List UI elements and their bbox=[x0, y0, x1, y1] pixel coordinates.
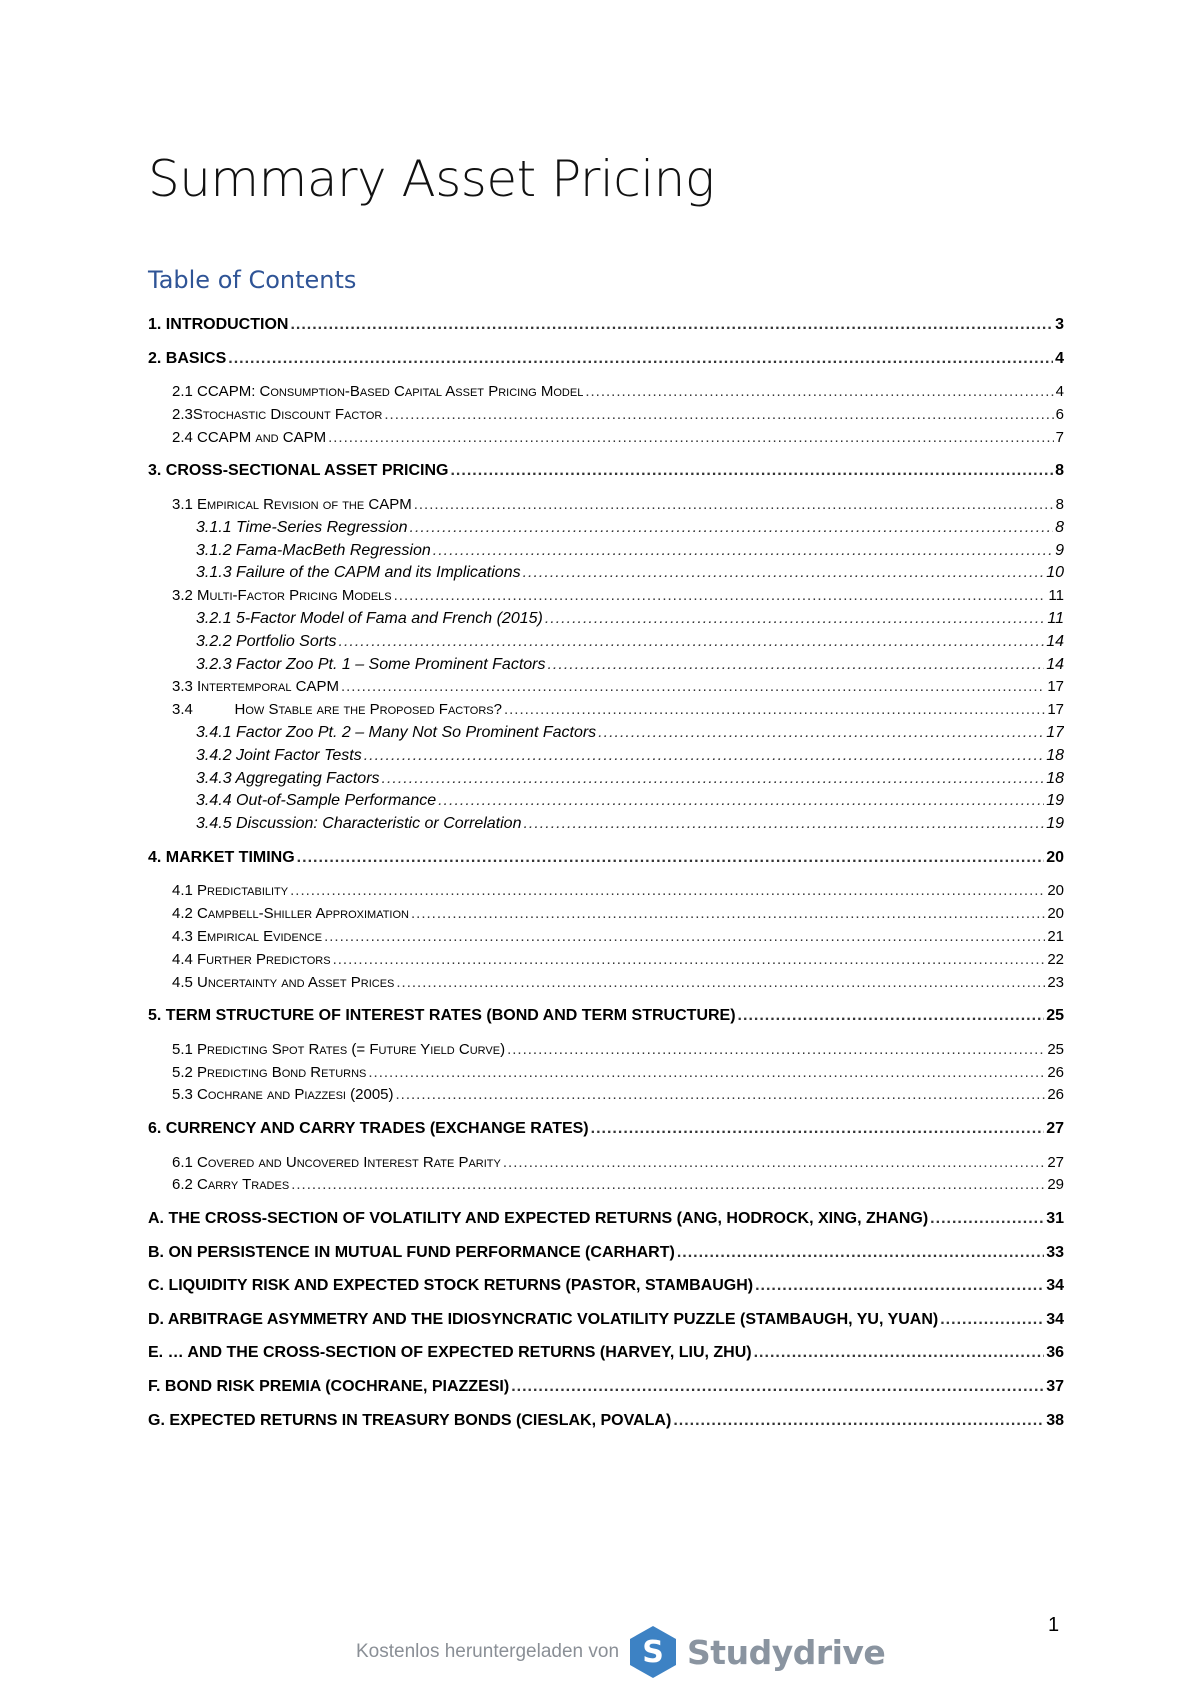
toc-entry-page: 3 bbox=[1055, 316, 1064, 333]
toc-entry-page: 19 bbox=[1046, 815, 1064, 833]
toc-entry[interactable] bbox=[148, 540, 1064, 562]
toc-dot-leader bbox=[940, 1309, 1044, 1331]
document-title: Summary Asset Pricing bbox=[148, 150, 715, 208]
toc-entry-page: 17 bbox=[1047, 678, 1064, 696]
toc-entry[interactable] bbox=[148, 1174, 1064, 1196]
toc-dot-leader bbox=[396, 1084, 1046, 1106]
toc-dot-leader bbox=[511, 1376, 1044, 1398]
toc-entry-label: 3.1.2 Fama-MacBeth Regression bbox=[196, 541, 431, 559]
toc-entry-page: 27 bbox=[1046, 1120, 1064, 1137]
toc-entry-label: 5. TERM STRUCTURE OF INTEREST RATES (BOND AND TERM STRUCTURE) bbox=[148, 1007, 736, 1025]
toc-dot-leader bbox=[754, 1342, 1045, 1364]
toc-entry-page: 20 bbox=[1046, 848, 1064, 866]
toc-entry-page: 14 bbox=[1046, 632, 1064, 650]
toc-entry-page: 34 bbox=[1046, 1277, 1064, 1295]
toc-entry-label: 4.2 Campbell-Shiller Approximation bbox=[172, 905, 409, 923]
toc-dot-leader bbox=[503, 1152, 1045, 1174]
toc-dot-leader bbox=[585, 381, 1053, 403]
toc-entry[interactable] bbox=[148, 562, 1064, 584]
toc-entry-page: 9 bbox=[1055, 541, 1064, 559]
toc-entry-page: 19 bbox=[1046, 792, 1064, 810]
toc-entry-page: 25 bbox=[1047, 1040, 1064, 1058]
toc-entry-page: 8 bbox=[1055, 462, 1064, 480]
toc-dot-leader bbox=[523, 562, 1045, 584]
toc-entry-page: 31 bbox=[1046, 1210, 1064, 1227]
toc-entry[interactable] bbox=[148, 1275, 1064, 1297]
toc-entry[interactable] bbox=[148, 699, 1064, 721]
toc-dot-leader bbox=[228, 348, 1053, 370]
toc-dot-leader bbox=[450, 460, 1053, 482]
toc-entry-label: 3.1.3 Failure of the CAPM and its Implications bbox=[196, 564, 521, 582]
toc-entry[interactable] bbox=[148, 926, 1064, 948]
toc-entry-page: 21 bbox=[1047, 928, 1064, 945]
logo-letter: S bbox=[642, 1635, 664, 1670]
toc-entry[interactable] bbox=[148, 1005, 1064, 1027]
toc-dot-leader bbox=[328, 427, 1054, 449]
toc-entry-label: 3. CROSS-SECTIONAL ASSET PRICING bbox=[148, 462, 449, 480]
toc-entry-page: 25 bbox=[1046, 1007, 1064, 1025]
toc-entry-label: 6.2 Carry Trades bbox=[172, 1176, 290, 1194]
toc-entry-label: 3.4.1 Factor Zoo Pt. 2 – Many Not So Prominent Factors bbox=[196, 724, 597, 741]
toc-dot-leader bbox=[598, 722, 1044, 744]
toc-entry-page: 8 bbox=[1055, 496, 1064, 513]
toc-entry-label: G. EXPECTED RETURNS IN TREASURY BONDS (CIESLAK, POVALA) bbox=[148, 1411, 672, 1429]
page-number: 1 bbox=[1048, 1614, 1060, 1636]
toc-dot-leader bbox=[507, 1039, 1045, 1061]
toc-entry-label: 4.4 Further Predictors bbox=[172, 950, 331, 968]
toc-entry-label: E. … AND THE CROSS-SECTION OF EXPECTED RETURNS (HARVEY, LIU, ZHU) bbox=[148, 1344, 752, 1362]
toc-dot-leader bbox=[333, 949, 1046, 971]
toc-entry-page: 20 bbox=[1047, 882, 1064, 900]
toc-entry-page: 20 bbox=[1047, 905, 1064, 923]
toc-entry-label: 3.2.2 Portfolio Sorts bbox=[196, 632, 337, 650]
toc-dot-leader bbox=[396, 972, 1045, 994]
toc-entry[interactable] bbox=[148, 1376, 1064, 1398]
toc-dot-leader bbox=[673, 1410, 1044, 1432]
toc-entry[interactable] bbox=[148, 1342, 1064, 1364]
studydrive-logo-icon bbox=[627, 1624, 679, 1680]
toc-entry[interactable] bbox=[148, 654, 1064, 676]
toc-entry-label: 2.1 CCAPM: Consumption-Based Capital Asset Pricing Model bbox=[172, 383, 584, 401]
toc-entry-page: 37 bbox=[1046, 1378, 1064, 1395]
toc-entry-label: 5.2 Predicting Bond Returns bbox=[172, 1063, 367, 1081]
toc-entry-page: 8 bbox=[1055, 518, 1064, 536]
toc-entry[interactable] bbox=[148, 768, 1064, 790]
toc-entry-label: 5.1 Predicting Spot Rates (= Future Yield Curve) bbox=[172, 1040, 506, 1058]
studydrive-wordmark: Studydrive bbox=[687, 1632, 886, 1672]
toc-entry-page: 11 bbox=[1048, 587, 1064, 605]
toc-entry[interactable] bbox=[148, 972, 1064, 994]
toc-entry-label: 2. BASICS bbox=[148, 349, 227, 367]
toc-entry[interactable] bbox=[148, 1118, 1064, 1140]
toc-dot-leader bbox=[364, 745, 1044, 767]
toc-entry-label: 3.4.4 Out-of-Sample Performance bbox=[196, 792, 437, 810]
toc-entry[interactable] bbox=[148, 631, 1064, 653]
toc-entry-page: 7 bbox=[1055, 428, 1064, 446]
toc-entry-page: 29 bbox=[1047, 1176, 1064, 1194]
toc-entry-page: 17 bbox=[1046, 724, 1064, 741]
toc-entry-label: F. BOND RISK PREMIA (COCHRANE, PIAZZESI) bbox=[148, 1378, 510, 1395]
toc-entry-page: 26 bbox=[1047, 1063, 1064, 1081]
toc-entry-page: 26 bbox=[1047, 1086, 1064, 1104]
toc-dot-leader bbox=[523, 813, 1044, 835]
toc-entry[interactable] bbox=[148, 790, 1064, 812]
toc-entry[interactable] bbox=[148, 404, 1064, 426]
toc-entry-label: 3.3 Intertemporal CAPM bbox=[172, 678, 339, 696]
toc-entry-label: 4. MARKET TIMING bbox=[148, 848, 295, 866]
toc-entry[interactable] bbox=[148, 1309, 1064, 1331]
toc-entry[interactable] bbox=[148, 1084, 1064, 1106]
toc-entry[interactable] bbox=[148, 1410, 1064, 1432]
toc-entry-label: 1. INTRODUCTION bbox=[148, 316, 289, 333]
toc-entry-page: 27 bbox=[1047, 1153, 1064, 1171]
toc-entry[interactable] bbox=[148, 847, 1064, 869]
toc-entry-page: 11 bbox=[1047, 610, 1064, 627]
toc-entry-label: 5.3 Cochrane and Piazzesi (2005) bbox=[172, 1086, 394, 1104]
toc-entry-label: 2.4 CCAPM and CAPM bbox=[172, 428, 327, 446]
toc-entry-label: 3.2.1 5-Factor Model of Fama and French (2015) bbox=[196, 610, 543, 627]
toc-entry-label: B. ON PERSISTENCE IN MUTUAL FUND PERFORMANCE (CARHART) bbox=[148, 1243, 675, 1261]
toc-entry[interactable] bbox=[148, 585, 1064, 607]
toc-dot-leader bbox=[410, 517, 1054, 539]
toc-entry-label: C. LIQUIDITY RISK AND EXPECTED STOCK RETURNS (PASTOR, STAMBAUGH) bbox=[148, 1277, 754, 1295]
toc-entry-label: 3.4.5 Discussion: Characteristic or Correlation bbox=[196, 815, 522, 833]
toc-entry[interactable] bbox=[148, 676, 1064, 698]
toc-entry[interactable] bbox=[148, 1242, 1064, 1264]
toc-dot-leader bbox=[368, 1062, 1045, 1084]
toc-entry-label: 3.4.3 Aggregating Factors bbox=[196, 769, 380, 787]
toc-entry[interactable] bbox=[148, 381, 1064, 403]
toc-entry-label: 3.4 How Stable are the Proposed Factors? bbox=[172, 701, 502, 719]
toc-entry-label: 2.3Stochastic Discount Factor bbox=[172, 406, 383, 423]
toc-entry-label: 6. CURRENCY AND CARRY TRADES (EXCHANGE RATES) bbox=[148, 1120, 589, 1137]
toc-entry[interactable] bbox=[148, 427, 1064, 449]
toc-entry-page: 18 bbox=[1046, 769, 1064, 787]
toc-dot-leader bbox=[545, 608, 1046, 630]
toc-entry-label: 3.1 Empirical Revision of the CAPM bbox=[172, 496, 412, 513]
toc-heading: Table of Contents bbox=[148, 266, 357, 294]
toc-dot-leader bbox=[414, 494, 1054, 516]
toc-entry[interactable] bbox=[148, 494, 1064, 516]
toc-entry-page: 17 bbox=[1047, 701, 1064, 719]
toc-dot-leader bbox=[504, 699, 1045, 721]
toc-dot-leader bbox=[384, 404, 1053, 426]
toc-entry[interactable] bbox=[148, 745, 1064, 767]
toc-entry-page: 10 bbox=[1046, 564, 1064, 582]
toc-dot-leader bbox=[411, 903, 1045, 925]
toc-dot-leader bbox=[547, 654, 1044, 676]
download-footer[interactable] bbox=[356, 1622, 885, 1682]
toc-entry[interactable] bbox=[148, 348, 1064, 370]
toc-entry-label: A. THE CROSS-SECTION OF VOLATILITY AND EXPECTED RETURNS (ANG, HODROCK, XING, ZHANG) bbox=[148, 1210, 929, 1227]
toc-entry-label: 4.3 Empirical Evidence bbox=[172, 928, 323, 945]
toc-entry-page: 22 bbox=[1047, 950, 1064, 968]
toc-dot-leader bbox=[324, 926, 1045, 948]
toc-entry[interactable] bbox=[148, 1062, 1064, 1084]
toc-entry-page: 4 bbox=[1055, 349, 1064, 367]
toc-dot-leader bbox=[290, 880, 1045, 902]
toc-entry-label: 3.4.2 Joint Factor Tests bbox=[196, 746, 362, 764]
toc-entry-page: 6 bbox=[1055, 406, 1064, 423]
toc-entry-label: 4.5 Uncertainty and Asset Prices bbox=[172, 973, 395, 991]
toc-entry-label: D. ARBITRAGE ASYMMETRY AND THE IDIOSYNCRATIC VOLATILITY PUZZLE (STAMBAUGH, YU, YUAN) bbox=[148, 1310, 939, 1328]
toc-dot-leader bbox=[382, 768, 1045, 790]
toc-entry-label: 3.1.1 Time-Series Regression bbox=[196, 518, 408, 536]
toc-entry[interactable] bbox=[148, 1152, 1064, 1174]
toc-dot-leader bbox=[394, 585, 1047, 607]
toc-dot-leader bbox=[930, 1208, 1044, 1230]
toc-dot-leader bbox=[433, 540, 1053, 562]
toc-entry[interactable] bbox=[148, 722, 1064, 744]
toc-entry[interactable] bbox=[148, 460, 1064, 482]
toc-entry[interactable] bbox=[148, 949, 1064, 971]
toc-entry[interactable] bbox=[148, 1208, 1064, 1230]
toc-dot-leader bbox=[339, 631, 1045, 653]
toc-dot-leader bbox=[677, 1242, 1044, 1264]
toc-entry-page: 38 bbox=[1046, 1411, 1064, 1429]
toc-entry[interactable] bbox=[148, 813, 1064, 835]
toc-entry-page: 34 bbox=[1046, 1310, 1064, 1328]
toc-entry[interactable] bbox=[148, 880, 1064, 902]
toc-entry[interactable] bbox=[148, 314, 1064, 336]
toc-entry-label: 3.2 Multi-Factor Pricing Models bbox=[172, 587, 392, 605]
toc-entry-page: 18 bbox=[1046, 746, 1064, 764]
toc-dot-leader bbox=[755, 1275, 1044, 1297]
toc-entry-page: 36 bbox=[1046, 1344, 1064, 1362]
toc-entry-label: 4.1 Predictability bbox=[172, 882, 289, 900]
toc-entry-page: 4 bbox=[1055, 383, 1064, 401]
toc-dot-leader bbox=[438, 790, 1044, 812]
toc-dot-leader bbox=[341, 676, 1045, 698]
toc-dot-leader bbox=[297, 847, 1045, 869]
toc-dot-leader bbox=[291, 1174, 1045, 1196]
toc-entry[interactable] bbox=[148, 1039, 1064, 1061]
toc-dot-leader bbox=[591, 1118, 1045, 1140]
toc-entry-page: 23 bbox=[1047, 973, 1064, 991]
toc-entry-label: 6.1 Covered and Uncovered Interest Rate Parity bbox=[172, 1153, 501, 1171]
toc-entry[interactable] bbox=[148, 608, 1064, 630]
toc-dot-leader bbox=[290, 314, 1053, 336]
toc-dot-leader bbox=[738, 1005, 1045, 1027]
toc-entry-page: 14 bbox=[1046, 655, 1064, 673]
toc-entry[interactable] bbox=[148, 517, 1064, 539]
toc-entry[interactable] bbox=[148, 903, 1064, 925]
footer-text: Kostenlos heruntergeladen von bbox=[356, 1641, 620, 1662]
toc-entry-page: 33 bbox=[1046, 1243, 1064, 1261]
toc-entry-label: 3.2.3 Factor Zoo Pt. 1 – Some Prominent Factors bbox=[196, 655, 546, 673]
